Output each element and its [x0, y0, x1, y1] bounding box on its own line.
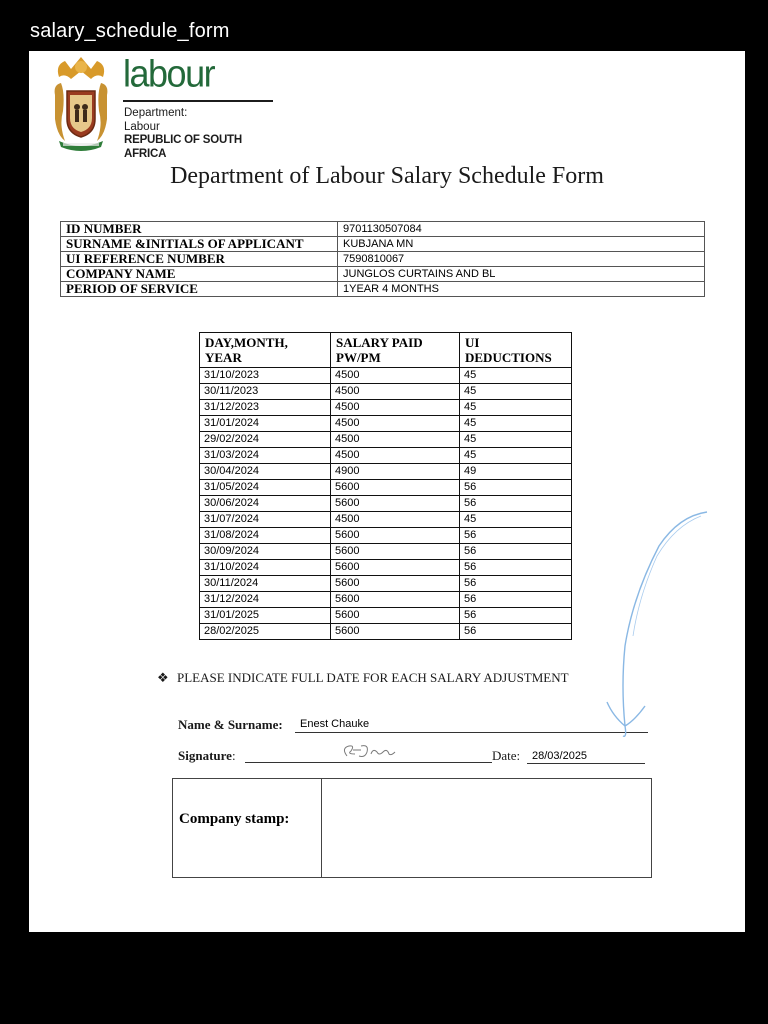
deduction-cell[interactable]: 56: [460, 560, 572, 576]
salary-adjustment-note: [157, 670, 569, 686]
date-cell[interactable]: 30/06/2024: [200, 496, 331, 512]
date-cell[interactable]: 30/11/2024: [200, 576, 331, 592]
table-row: [200, 368, 572, 384]
salary-cell[interactable]: 5600: [331, 624, 460, 640]
signature-label: Signature: [178, 748, 232, 763]
deduction-cell[interactable]: 45: [460, 416, 572, 432]
date-cell[interactable]: 29/02/2024: [200, 432, 331, 448]
table-row: [200, 480, 572, 496]
date-cell[interactable]: 31/01/2024: [200, 416, 331, 432]
column-header-salary: SALARY PAID PW/PM: [331, 333, 460, 368]
dept-line-2: Labour: [124, 120, 160, 133]
name-row: [178, 717, 283, 733]
deduction-cell[interactable]: 56: [460, 576, 572, 592]
logo-divider: [123, 100, 273, 102]
date-cell[interactable]: 31/10/2024: [200, 560, 331, 576]
table-row: [200, 384, 572, 400]
date-cell[interactable]: 31/03/2024: [200, 448, 331, 464]
dept-line-1: Department:: [124, 107, 188, 119]
company-stamp-box: [172, 778, 652, 878]
applicant-info-table: [60, 221, 705, 297]
date-cell[interactable]: 30/04/2024: [200, 464, 331, 480]
salary-cell[interactable]: 5600: [331, 560, 460, 576]
handwritten-signature-icon: [339, 742, 399, 762]
salary-cell[interactable]: 4500: [331, 368, 460, 384]
table-row: [200, 544, 572, 560]
info-label: PERIOD OF SERVICE: [61, 282, 338, 297]
name-field[interactable]: Enest Chauke: [295, 718, 648, 733]
deduction-cell[interactable]: 49: [460, 464, 572, 480]
table-row: [200, 592, 572, 608]
name-label: Name & Surname:: [178, 717, 283, 732]
date-field[interactable]: 28/03/2025: [527, 750, 645, 764]
deduction-cell[interactable]: 45: [460, 448, 572, 464]
table-row: [200, 624, 572, 640]
date-label-row: [492, 748, 520, 764]
salary-cell[interactable]: 4500: [331, 416, 460, 432]
ui-reference-field[interactable]: 7590810067: [338, 252, 705, 267]
salary-cell[interactable]: 4500: [331, 384, 460, 400]
deduction-cell[interactable]: 45: [460, 400, 572, 416]
deduction-cell[interactable]: 45: [460, 512, 572, 528]
deduction-cell[interactable]: 56: [460, 480, 572, 496]
form-title: Department of Labour Salary Schedule Form: [170, 163, 604, 189]
table-row: [61, 237, 705, 252]
company-name-field[interactable]: JUNGLOS CURTAINS AND BL: [338, 267, 705, 282]
date-cell[interactable]: 30/11/2023: [200, 384, 331, 400]
table-row: [61, 252, 705, 267]
logo-wordmark: labour: [123, 51, 215, 95]
salary-cell[interactable]: 5600: [331, 576, 460, 592]
deduction-cell[interactable]: 45: [460, 368, 572, 384]
id-number-field[interactable]: 9701130507084: [338, 222, 705, 237]
window-title: salary_schedule_form: [30, 20, 230, 42]
date-cell[interactable]: 30/09/2024: [200, 544, 331, 560]
deduction-cell[interactable]: 56: [460, 544, 572, 560]
date-label: Date:: [492, 748, 521, 763]
date-cell[interactable]: 31/10/2023: [200, 368, 331, 384]
table-row: [200, 400, 572, 416]
date-cell[interactable]: 31/12/2023: [200, 400, 331, 416]
salary-cell[interactable]: 5600: [331, 496, 460, 512]
info-label: SURNAME &INITIALS OF APPLICANT: [61, 237, 338, 252]
stamp-area[interactable]: [322, 779, 651, 877]
dept-line-3: REPUBLIC OF SOUTH AFRICA: [124, 134, 242, 160]
applicant-name-field[interactable]: KUBJANA MN: [338, 237, 705, 252]
salary-cell[interactable]: 5600: [331, 544, 460, 560]
deduction-cell[interactable]: 56: [460, 592, 572, 608]
signature-field[interactable]: [245, 748, 492, 763]
column-header-deductions: UI DEDUCTIONS: [460, 333, 572, 368]
date-cell[interactable]: 31/08/2024: [200, 528, 331, 544]
table-row: [200, 528, 572, 544]
date-cell[interactable]: 28/02/2025: [200, 624, 331, 640]
info-label: UI REFERENCE NUMBER: [61, 252, 338, 267]
deduction-cell[interactable]: 56: [460, 608, 572, 624]
table-row: [200, 608, 572, 624]
department-logo: [51, 51, 276, 160]
table-row: [200, 448, 572, 464]
table-row: [200, 416, 572, 432]
deduction-cell[interactable]: 56: [460, 496, 572, 512]
diamond-bullet-icon: ❖: [157, 670, 169, 685]
coat-of-arms-icon: [51, 55, 111, 155]
table-row: [200, 560, 572, 576]
deduction-cell[interactable]: 56: [460, 528, 572, 544]
column-header-date: DAY,MONTH, YEAR: [200, 333, 331, 368]
department-caption: [124, 107, 276, 161]
signature-row: Signature:: [178, 748, 236, 763]
salary-cell[interactable]: 5600: [331, 480, 460, 496]
salary-cell[interactable]: 4500: [331, 448, 460, 464]
table-row: [61, 282, 705, 297]
table-row: [61, 222, 705, 237]
date-cell[interactable]: 31/01/2025: [200, 608, 331, 624]
table-row: [61, 267, 705, 282]
table-row: [200, 432, 572, 448]
deduction-cell[interactable]: 45: [460, 384, 572, 400]
document-page: [29, 51, 745, 932]
date-cell[interactable]: 31/05/2024: [200, 480, 331, 496]
table-row: [200, 464, 572, 480]
note-text: PLEASE INDICATE FULL DATE FOR EACH SALARY ADJUSTMENT: [177, 670, 569, 685]
salary-cell[interactable]: 5600: [331, 528, 460, 544]
salary-schedule-table: [199, 332, 572, 640]
salary-cell[interactable]: 4500: [331, 512, 460, 528]
date-cell[interactable]: 31/12/2024: [200, 592, 331, 608]
table-row: [200, 496, 572, 512]
salary-cell[interactable]: 5600: [331, 608, 460, 624]
salary-cell[interactable]: 4900: [331, 464, 460, 480]
stamp-label: Company stamp:: [179, 811, 290, 827]
info-label: COMPANY NAME: [61, 267, 338, 282]
deduction-cell[interactable]: 45: [460, 432, 572, 448]
deduction-cell[interactable]: 56: [460, 624, 572, 640]
table-row: [200, 576, 572, 592]
date-cell[interactable]: 31/07/2024: [200, 512, 331, 528]
table-header-row: [200, 333, 572, 368]
info-label: ID NUMBER: [61, 222, 338, 237]
table-row: [200, 512, 572, 528]
period-of-service-field[interactable]: 1YEAR 4 MONTHS: [338, 282, 705, 297]
salary-cell[interactable]: 4500: [331, 432, 460, 448]
pen-scribble-icon: [589, 506, 709, 746]
salary-cell[interactable]: 4500: [331, 400, 460, 416]
salary-cell[interactable]: 5600: [331, 592, 460, 608]
